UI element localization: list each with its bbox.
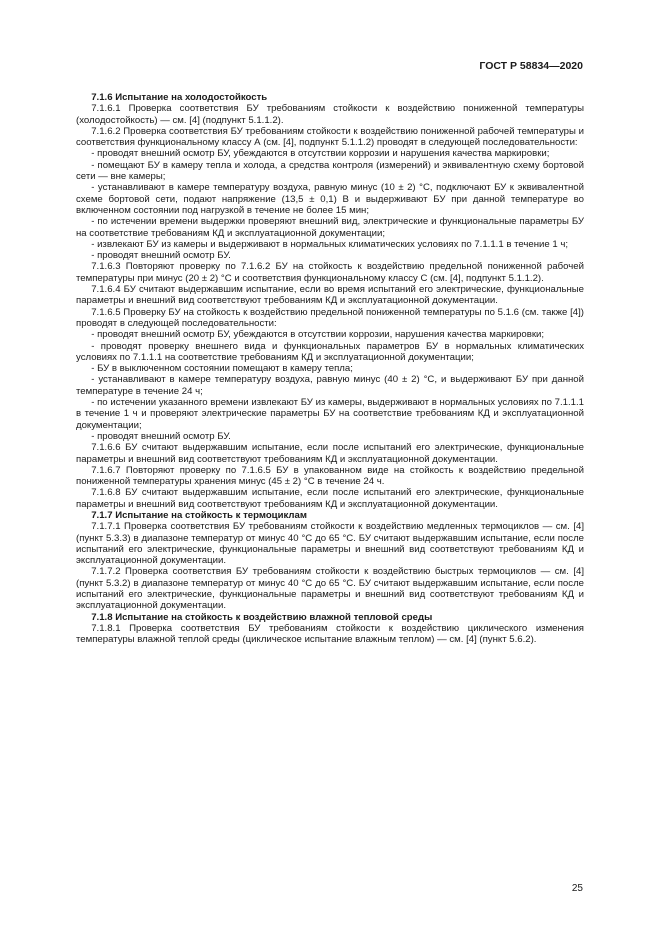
paragraph: 7.1.7.2 Проверка соответствия БУ требованиям стойкости к воздействию быстрых термоциклов — см. [4] (пункт 5.3.2) в диапазоне температур от минус 40 °С до 65 °С. БУ считают выдержавшим испытание, если после испытаний его электрические, функциональные параметры и внешний вид соответствуют требованиям КД и эксплуатационной документации. [76,566,584,612]
paragraph: 7.1.6.2 Проверка соответствия БУ требованиям стойкости к воздействию пониженной рабочей температуры и соответствия функциональному классу А (см. [4], подпункт 5.1.1.2) проводят в следующей последовательности: [76,125,584,149]
paragraph: - извлекают БУ из камеры и выдерживают в нормальных климатических условиях по 7.1.1.1 в течение 1 ч; [91,238,569,250]
paragraph: 7.1.8.1 Проверка соответствия БУ требованиям стойкости к воздействию циклического изменения температуры влажной теплой среды (циклическое испытание влажным теплом) — см. [4] (пункт 5.6.2). [76,622,584,646]
paragraph: 7.1.6.4 БУ считают выдержавшим испытание, если во время испытаний его электрические, функциональные параметры и внешний вид соответствуют требованиям КД и эксплуатационной документации. [76,284,584,307]
section-heading: 7.1.7 Испытание на стойкость к термоциклам [91,509,307,521]
paragraph: - проводят внешний осмотр БУ, убеждаются в отсутствии коррозии и нарушения качества маркировки; [91,148,550,160]
paragraph: - проводят внешний осмотр БУ. [91,250,231,262]
document-body [76,92,584,646]
standard-id: ГОСТ Р 58834—2020 [479,60,583,72]
paragraph: - по истечении указанного времени извлекают БУ из камеры, выдерживают в нормальных условиях по 7.1.1.1 в течение 1 ч и проверяют электрические параметры БУ на соответствие требованиям КД и эксплуатационной документации; [76,397,584,431]
paragraph: - проводят внешний осмотр БУ, убеждаются в отсутствии коррозии, нарушения качества маркировки; [91,329,545,341]
paragraph: 7.1.6.8 БУ считают выдержавшим испытание, если после испытаний его электрические, функциональные параметры и внешний вид соответствуют требованиям КД и эксплуатационной документации. [76,487,584,510]
paragraph: - устанавливают в камере температуру воздуха, равную минус (10 ± 2) °С, подключают БУ к эквивалентной схеме бортовой сети, подают напряжение (13,5 ± 0,1) В и выдерживают БУ при данной температуре во включенном состоянии под нагрузкой в течение не более 15 мин; [76,182,584,216]
page-number: 25 [571,883,583,894]
section-heading: 7.1.6 Испытание на холодостойкость [91,92,268,103]
paragraph: 7.1.6.5 Проверку БУ на стойкость к воздействию предельной пониженной температуры по 5.1.6 (см. также [4]) проводят в следующей последовательности: [76,306,584,329]
paragraph: - проводят проверку внешнего вида и функциональных параметров БУ в нормальных климатических условиях по 7.1.1.1 на соответствие требованиям КД и эксплуатационной документации; [76,340,584,363]
paragraph: - по истечении времени выдержки проверяют внешний вид, электрические и функциональные параметры БУ на соответствие требованиям КД и эксплуатационной документации; [76,216,584,239]
section-heading: 7.1.8 Испытание на стойкость к воздействию влажной тепловой среды [91,611,433,623]
paragraph: 7.1.6.6 БУ считают выдержавшим испытание, если после испытаний его электрические, функциональные параметры и внешний вид соответствуют требованиям КД и эксплуатационной документации. [76,442,584,465]
paragraph: 7.1.7.1 Проверка соответствия БУ требованиям стойкости к воздействию медленных термоциклов — см. [4] (пункт 5.3.3) в диапазоне температур от минус 40 °С до 65 °С. БУ считают выдержавшим испытание, если после испытаний его электрические, функциональные параметры и внешний вид соответствуют требованиям КД и эксплуатационной документации. [76,521,584,567]
paragraph: 7.1.6.7 Повторяют проверку по 7.1.6.5 БУ в упакованном виде на стойкость к воздействию предельной пониженной температуры хранения минус (45 ± 2) °С в течение 24 ч. [76,464,584,488]
paragraph: 7.1.6.1 Проверка соответствия БУ требованиям стойкости к воздействию пониженной температуры (холодостойкость) — см. [4] (подпункт 5.1.1.2). [76,103,584,126]
paragraph: - БУ в выключенном состоянии помещают в камеру тепла; [91,363,353,375]
paragraph: - проводят внешний осмотр БУ. [91,430,231,442]
paragraph: - помещают БУ в камеру тепла и холода, а средства контроля (измерений) и эквивалентную схему бортовой сети — вне камеры; [76,159,584,183]
paragraph: 7.1.6.3 Повторяют проверку по 7.1.6.2 БУ на стойкость к воздействию предельной пониженной рабочей температуры при минус (20 ± 2) °С и соответствия функциональному классу С (см. [4], подпункт 5.1.1.2). [76,261,584,284]
paragraph: - устанавливают в камере температуру воздуха, равную минус (40 ± 2) °С, и выдерживают БУ при данной температуре в течение 24 ч; [76,374,584,397]
